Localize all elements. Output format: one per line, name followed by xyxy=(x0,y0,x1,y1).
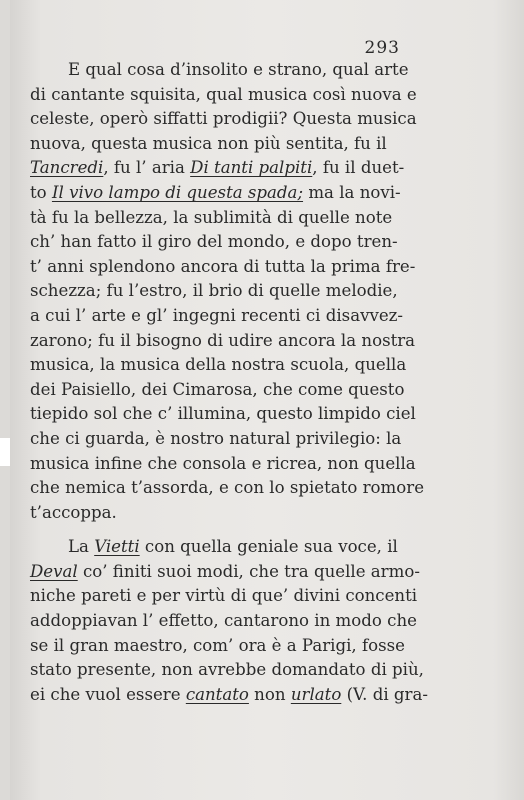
text-line xyxy=(30,156,406,181)
text-span: ma la novi- xyxy=(303,182,401,202)
text-line xyxy=(30,329,416,354)
text-line xyxy=(30,304,406,329)
italic-title-tancredi: Tancredi xyxy=(30,158,104,178)
text-line xyxy=(30,378,406,403)
italic-title-aria: Di tanti palpiti xyxy=(190,158,313,178)
text-span xyxy=(30,560,420,585)
book-page xyxy=(10,0,524,800)
text-line xyxy=(30,427,406,452)
text-line xyxy=(30,230,406,255)
text-line xyxy=(30,658,424,683)
text-span: zarono; fu il bisogno di udire ancora la nostra xyxy=(30,330,416,350)
text-span: niche pareti e per virtù di que’ divini concenti xyxy=(30,586,418,606)
text-line xyxy=(30,353,406,378)
text-line xyxy=(30,206,406,231)
text-line xyxy=(30,683,428,708)
text-span: schezza; fu l’estro, il brio di quelle melodie, xyxy=(30,281,398,301)
text-span: celeste, operò siffatti prodigii? Questa musica xyxy=(30,109,417,129)
text-line xyxy=(30,501,406,526)
text-span xyxy=(30,181,401,206)
text-span: con quella geniale sua voce, il xyxy=(139,537,398,557)
text-line xyxy=(30,83,417,108)
text-span: La xyxy=(68,537,95,557)
text-span: a cui l’ arte e gl’ ingegni recenti ci disavvez- xyxy=(30,305,404,325)
body-text xyxy=(30,58,428,707)
text-span xyxy=(30,683,428,708)
text-line xyxy=(30,634,406,659)
text-span: to xyxy=(30,182,52,202)
text-line xyxy=(30,609,417,634)
text-line xyxy=(30,584,418,609)
text-line xyxy=(30,476,425,501)
text-line xyxy=(30,560,420,585)
text-span: musica, la musica della nostra scuola, quella xyxy=(30,355,407,375)
italic-title-duet: Il vivo lampo di questa spada; xyxy=(51,182,304,202)
italic-name-deval: Deval xyxy=(30,561,78,581)
text-span: tiepido sol che c’ illumina, questo limpido ciel xyxy=(30,404,416,424)
text-span: co’ finiti suoi modi, che tra quelle armo- xyxy=(77,561,420,581)
text-line xyxy=(30,279,406,304)
text-span: (V. di gra- xyxy=(341,684,428,704)
text-span: non xyxy=(248,684,291,704)
paragraph-gap xyxy=(30,525,406,535)
text-span: , fu il duet- xyxy=(312,158,405,178)
text-line xyxy=(30,107,417,132)
text-span: ch’ han fatto il giro del mondo, e dopo tren- xyxy=(30,232,398,252)
italic-name-vietti: Vietti xyxy=(94,537,140,557)
text-line xyxy=(30,402,416,427)
text-line xyxy=(30,535,406,560)
text-line xyxy=(30,58,409,83)
text-span: t’accoppa. xyxy=(30,502,117,522)
text-span xyxy=(30,156,404,181)
text-span: dei Paisiello, dei Cimarosa, che come questo xyxy=(30,379,405,399)
text-span: stato presente, non avrebbe domandato di più, xyxy=(30,660,424,680)
italic-word-urlato: urlato xyxy=(290,684,342,704)
text-span: ei che vuol essere xyxy=(30,684,186,704)
text-span: , fu l’ aria xyxy=(103,158,191,178)
italic-word-cantato: cantato xyxy=(185,684,249,704)
text-span xyxy=(68,535,398,560)
text-line xyxy=(30,132,406,157)
text-span: se il gran maestro, com’ ora è a Parigi, fosse xyxy=(30,635,405,655)
text-span: musica infine che consola e ricrea, non quella xyxy=(30,453,416,473)
page-number: 293 xyxy=(364,38,400,58)
text-line xyxy=(30,255,416,280)
scan-edge-mark xyxy=(0,438,10,466)
text-span: tà fu la bellezza, la sublimità di quelle note xyxy=(30,207,393,227)
text-span: di cantante squisita, qual musica così nuova e xyxy=(30,84,417,104)
text-span: addoppiavan l’ effetto, cantarono in modo che xyxy=(30,611,417,631)
text-line xyxy=(30,181,406,206)
text-span: che ci guarda, è nostro natural privilegio: la xyxy=(30,428,402,448)
text-span: nuova, questa musica non più sentita, fu il xyxy=(30,133,387,153)
text-span: E qual cosa d’insolito e strano, qual arte xyxy=(68,60,409,79)
text-line xyxy=(30,452,416,477)
text-span: che nemica t’assorda, e con lo spietato romore xyxy=(30,478,425,498)
text-span: t’ anni splendono ancora di tutta la prima fre- xyxy=(30,256,416,276)
